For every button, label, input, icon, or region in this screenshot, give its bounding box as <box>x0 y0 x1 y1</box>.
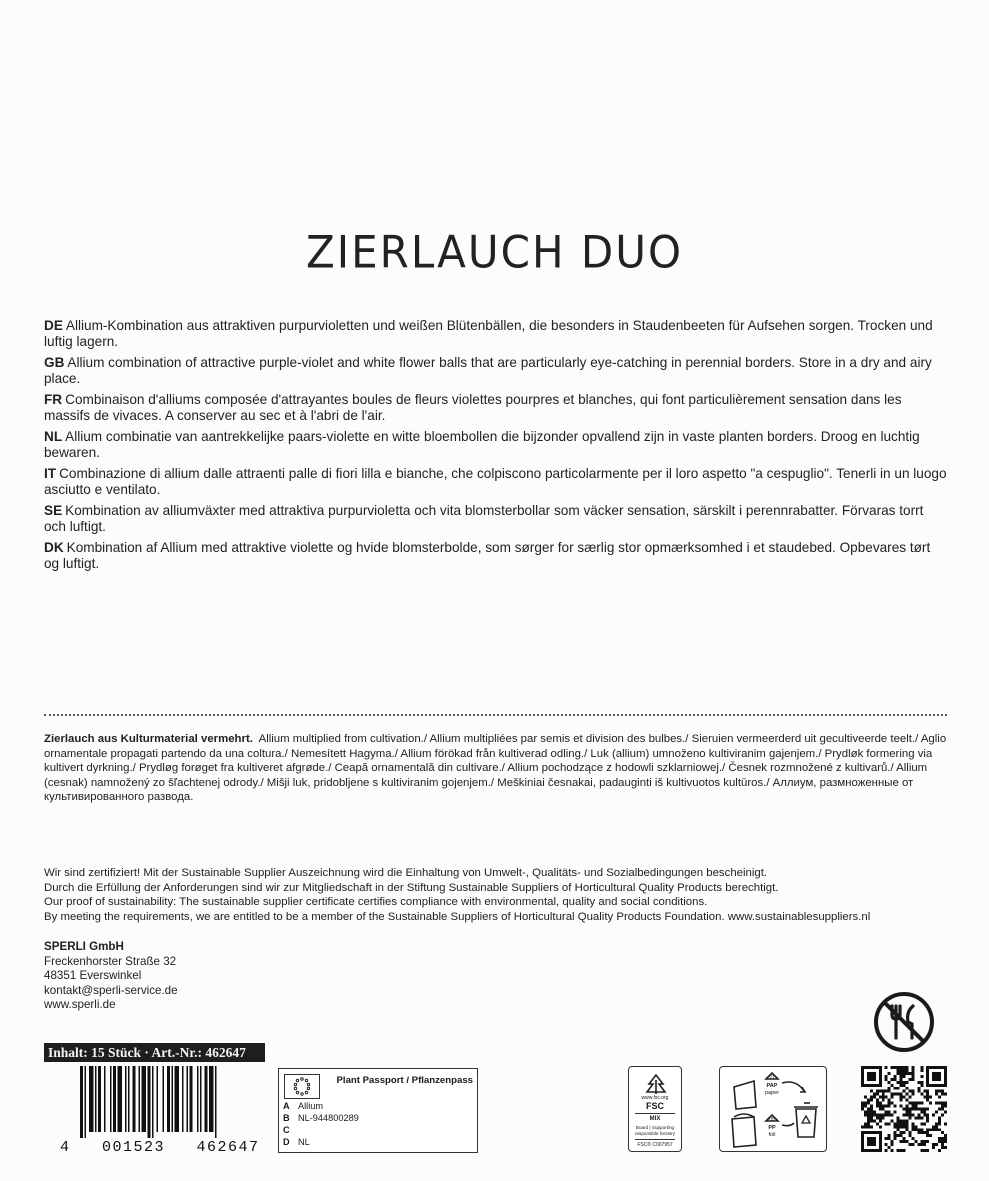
certification-line: Our proof of sustainability: The sustainable supplier certificate certifies compliance with environmental, quality and social conditions. <box>44 896 708 908</box>
barcode-bar <box>110 1066 112 1132</box>
barcode-bar <box>209 1066 214 1132</box>
description-dk: DK Kombination af Allium med attraktive violette og hvide blomsterbolde, som sørger for særlig stor opmærksomhed i et staudebed. Opbevares tørt og luftigt. <box>44 540 931 571</box>
passport-row-c: C <box>283 1125 290 1135</box>
fsc-separator <box>635 1113 675 1114</box>
company-email: kontakt@sperli-service.de <box>44 983 178 997</box>
recycle-bottom-sub: PP <box>768 1125 776 1131</box>
fsc-separator <box>635 1139 675 1140</box>
fsc-line1: Board | Supporting <box>635 1125 675 1130</box>
product-title: ZIERLAUCH DUO <box>305 226 684 279</box>
recycle-top-sub: PAP <box>766 1083 778 1089</box>
certification-line: Durch die Erfüllung der Anforderungen sind wir zur Mitgliedschaft in der Stiftung Sustainable Suppliers of Horticultural Quality Products berechtigt. <box>44 881 779 894</box>
certification-line: Wir sind zertifiziert! Mit der Sustainable Supplier Auszeichnung wird die Einhaltung von Umwelt-, Qualitäts- und Sozialbedingungen bescheinigt. <box>44 867 768 879</box>
barcode-bar <box>142 1066 147 1132</box>
barcode-bar <box>139 1066 141 1132</box>
fsc-name: FSC <box>646 1101 664 1111</box>
description-se: SE Kombination av alliumväxter med attraktiva purpurvioletta och vita blomsterbollar som väcker sensation, särskilt i perennrabatter. Förvaras torrt och luftigt. <box>44 503 924 534</box>
barcode-bar <box>85 1066 87 1138</box>
fsc-line2: responsible forestry <box>634 1131 676 1136</box>
barcode-bar <box>89 1066 94 1132</box>
barcode-bar <box>163 1066 165 1132</box>
barcode-bar <box>80 1066 83 1138</box>
no-food-icon <box>872 990 936 1054</box>
barcode-bar <box>125 1066 127 1132</box>
fsc-badge <box>628 1066 682 1152</box>
certification-text <box>44 866 949 924</box>
recycle-bottom-label: foil <box>768 1132 776 1138</box>
recycle-top-code: 21 <box>769 1075 775 1081</box>
company-website: www.sperli.de <box>44 998 116 1011</box>
description-de: DE Allium-Kombination aus attraktiven purpurvioletten und weißen Blütenbällen, die besonders in Staudenbeeten für Aufsehen sorgen. Trocken und luftig lagern. <box>44 318 933 349</box>
barcode-bar <box>95 1066 97 1132</box>
company-name: SPERLI GmbH <box>44 940 124 953</box>
recycling-info <box>719 1066 827 1152</box>
barcode-bar <box>197 1066 199 1132</box>
barcode-bar <box>118 1066 123 1132</box>
dotted-divider <box>44 714 947 716</box>
barcode-bar <box>157 1066 159 1132</box>
recycle-top-label: paper <box>764 1090 780 1096</box>
fsc-code: FSC® C007957 <box>637 1142 673 1148</box>
barcode-bar <box>182 1066 184 1132</box>
passport-row-b: B NL-944800289 <box>283 1113 359 1123</box>
barcode-bar <box>175 1066 180 1132</box>
description-nl: NL Allium combinatie van aantrekkelijke paars-violette en witte bloembollen die bijzonder opvallend zijn in vaste planten borders. Droog en luchtig bewaren. <box>44 429 920 460</box>
barcode-bar <box>205 1066 208 1132</box>
qr-code <box>861 1066 947 1152</box>
barcode-number: 4 001523 462647 <box>60 1139 260 1156</box>
barcode-bar <box>200 1066 202 1132</box>
company-address <box>44 940 178 1013</box>
company-street: Freckenhorster Straße 32 <box>44 954 177 968</box>
cultivation-note: Zierlauch aus Kulturmaterial vermehrt. Allium multiplied from cultivation./ Allium multipliées par semis et division des bulbes./ Sieruien vermeerderd uit gecultiveerde teelt./ Aglio ornamentale propagati partendo da una coltura./ Nemesített Hagyma./ Allium förökad från kultiverad odling./ Luk (allium) umnoženo kultiviranim gajenjem./ Prydløk formering via kultivert dyrkning./ Prydløg forøget fra kultiveret afgrøde./ Ceapă ornamentală din cultivare./ Allium pochodzące z hodowli szklarniowej./ Česnek rozmnožené z kultivarů./ Allium (cesnak) namnožený zo šľachtenej odrody./ Mišji luk, pridobljene s kultiviranim gojenjem./ Meškiniai česnakai, padauginti iš kultivuotos kultūros./ Аллиум, размноженные от культивированного развода. <box>44 733 947 803</box>
fsc-tree-icon <box>643 1073 669 1095</box>
barcode-bar <box>167 1066 170 1132</box>
barcode-bar <box>133 1066 136 1132</box>
barcode-bar <box>190 1066 193 1132</box>
description-fr: FR Combinaison d'alliums composée d'attrayantes boules de fleurs violettes pourpres et blanches, qui font particulièrement sensation dans les massifs de vivaces. A conserver au sec et à l'abri de l'air. <box>44 392 902 423</box>
barcode-bar <box>128 1066 130 1132</box>
fsc-mix: MIX <box>649 1116 661 1122</box>
company-city: 48351 Everswinkel <box>44 969 142 982</box>
passport-row-d: D NL <box>283 1137 310 1147</box>
description-it: IT Combinazione di allium dalle attraenti palle di fiori lilla e bianche, che colpiscono particolarmente per il loro aspetto "a cespuglio". Tenerli in un luogo asciutto e ventilato. <box>44 466 947 497</box>
plant-passport-title: Plant Passport / Pflanzenpass <box>336 1075 473 1086</box>
barcode <box>44 1066 239 1176</box>
content-article-label: Inhalt: 15 Stück · Art.-Nr.: 462647 <box>44 1043 265 1062</box>
barcode-bar <box>215 1066 217 1138</box>
description-list <box>44 318 949 577</box>
barcode-bar <box>113 1066 116 1132</box>
certification-line: By meeting the requirements, we are entitled to be a member of the Sustainable Suppliers of Horticultural Quality Products Foundation. www.sustainablesuppliers.nl <box>44 910 871 923</box>
barcode-bars <box>44 1066 239 1138</box>
barcode-bar <box>172 1066 174 1132</box>
recycle-bottom-code: 05 <box>769 1117 775 1123</box>
eu-flag-icon <box>284 1074 320 1099</box>
barcode-bar <box>98 1066 101 1132</box>
description-gb: GB Allium combination of attractive purple-violet and white flower balls that are particularly eye-catching in perennial borders. Store in a dry and airy place. <box>44 355 932 386</box>
fsc-url: www.fsc.org <box>641 1095 669 1101</box>
plant-passport <box>278 1068 478 1153</box>
barcode-bar <box>104 1066 106 1132</box>
passport-row-a: A Allium <box>283 1101 324 1111</box>
barcode-bar <box>148 1066 151 1138</box>
barcode-bar <box>152 1066 154 1138</box>
barcode-bar <box>187 1066 189 1132</box>
recycling-bin-icon <box>800 1115 812 1127</box>
